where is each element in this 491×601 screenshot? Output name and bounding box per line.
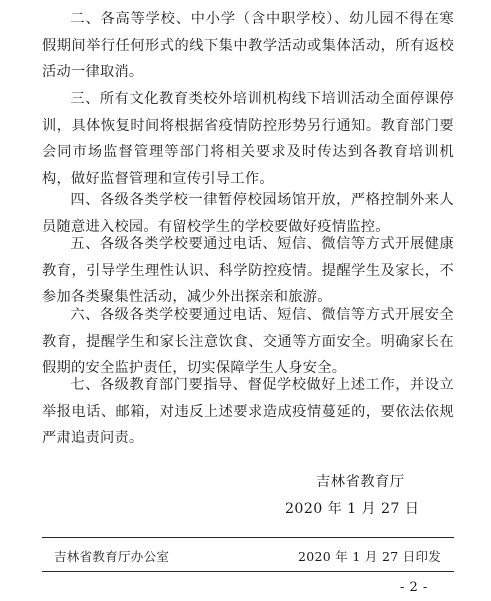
signature-organization: 吉林省教育厅 <box>316 474 405 490</box>
paragraph-5: 五、各级各类学校要通过电话、短信、微信等方式开展健康教育，引导学生理性认识、科学防控疫情。提醒学生及家长，不参加各类聚集性活动，减少外出探亲和旅游。 <box>42 236 454 305</box>
paragraph-7: 七、各级教育部门要指导、督促学校做好上述工作，并设立举报电话、邮箱，对违反上述要求造成疫情蔓延的，要依法依规严肃追责问责。 <box>42 377 454 446</box>
paragraph-4: 四、各级各类学校一律暂停校园场馆开放，严格控制外来人员随意进入校园。有留校学生的学校要做好疫情监控。 <box>42 192 454 235</box>
footer-print-date: 2020 年 1 月 27 日印发 <box>298 549 442 564</box>
paragraph-6: 六、各级各类学校要通过电话、短信、微信等方式开展安全教育，提醒学生和家长注意饮食、交通等方面安全。明确家长在假期的安全监护责任，切实保障学生人身安全。 <box>42 307 454 376</box>
footer-issuing-office: 吉林省教育厅办公室 <box>54 549 170 564</box>
page-number: - 2 - <box>400 580 428 595</box>
footer-top-rule <box>42 537 454 538</box>
footer-bottom-rule <box>42 571 454 572</box>
signature-date: 2020 年 1 月 27 日 <box>285 501 420 517</box>
paragraph-3: 三、所有文化教育类校外培训机构线下培训活动全面停课停训，具体恢复时间将根据省疫情防控形势另行通知。教育部门要会同市场监督管理等部门将相关要求及时传达到各教育培训机构，做好监督管理和宣传引导工作。 <box>42 91 454 187</box>
paragraph-2: 二、各高等学校、中小学（含中职学校）、幼儿园不得在寒假期间举行任何形式的线下集中教学活动或集体活动，所有返校活动一律取消。 <box>42 11 454 80</box>
